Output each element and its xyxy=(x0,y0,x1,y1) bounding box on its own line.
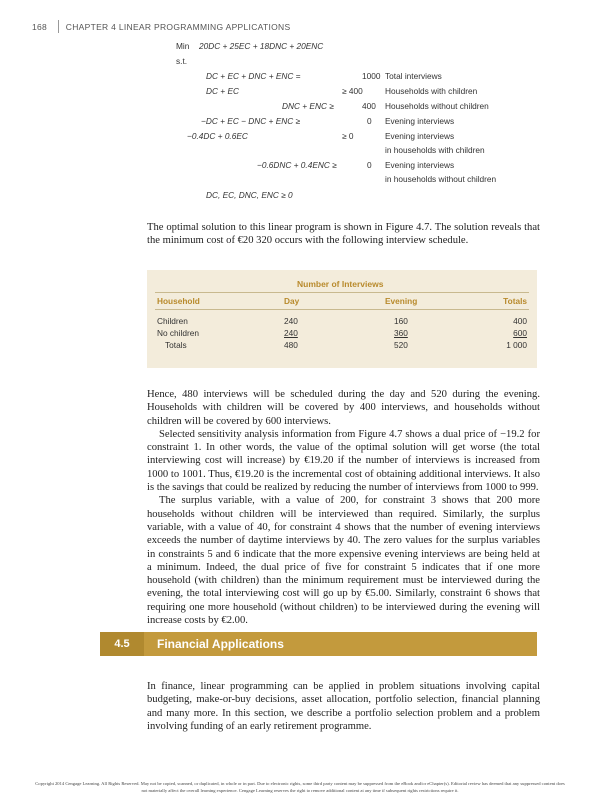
lp-desc-5: Evening interviews xyxy=(385,131,455,141)
lp-rhs-5: ≥ 0 xyxy=(342,131,354,141)
page-header xyxy=(32,22,290,32)
copyright-footer: Copyright 2014 Cengage Learning. All Rights Reserved. May not be copied, scanned, or duplicated, in whole or in part. Due to electronic rights, some third party content may be suppressed from the eBook and/or eChapter(s). Editorial review has deemed that any suppressed content does not materially affect the overall learning experience. Cengage Learning reserves the right to remove additional content at any time if subsequent rights restrictions require it. xyxy=(35,781,565,793)
table-cell: No children xyxy=(157,328,199,338)
table-cell: 160 xyxy=(394,316,408,326)
lp-constraint-2: DC + EC xyxy=(206,86,239,96)
chapter-title: CHAPTER 4 LINEAR PROGRAMMING APPLICATIONS xyxy=(65,22,291,32)
interview-schedule-table xyxy=(147,270,537,368)
lp-desc-2: Households with children xyxy=(385,86,478,96)
table-rule-mid xyxy=(155,309,529,310)
lp-rhs-1: 1000 xyxy=(362,71,381,81)
body-text xyxy=(147,388,540,627)
intro-paragraph: The optimal solution to this linear program is shown in Figure 4.7. The solution reveals that the minimum cost of €20 320 occurs with the following interview schedule. xyxy=(147,222,540,247)
table-cell: Totals xyxy=(165,340,187,350)
section-banner xyxy=(100,632,537,656)
body-paragraph-1: Hence, 480 interviews will be scheduled during the day and 520 during the evening. Households with children will be covered by 400 interviews, and households without children will be covered by 600 interviews. xyxy=(147,389,540,427)
section-title: Financial Applications xyxy=(157,637,284,651)
col-totals: Totals xyxy=(503,296,527,306)
col-evening: Evening xyxy=(385,296,418,306)
table-cell: 480 xyxy=(284,340,298,350)
table-cell: 240 xyxy=(284,316,298,326)
lp-desc-6: Evening interviews xyxy=(385,160,455,170)
table-cell: 600 xyxy=(513,328,527,338)
table-cell: 360 xyxy=(394,328,408,338)
body-paragraph-2: Selected sensitivity analysis information from Figure 4.7 shows a dual price of −19.2 for constraint 1. In other words, the value of the optimal solution will get worse (the total interviewing cost will increase) by €19.20 if the number of interviews is increased from 1000 to 1001. Thus, €19.20 is the incremental cost of obtaining additional interviews. It also is the savings that could be realized by reducing the number of interviews from 1000 to 999. xyxy=(147,428,540,494)
lp-objective: 20DC + 25EC + 18DNC + 20ENC xyxy=(199,41,324,51)
table-cell: 1 000 xyxy=(506,340,527,350)
lp-rhs-2: ≥ 400 xyxy=(342,86,363,96)
header-divider xyxy=(58,20,59,33)
lp-desc-1: Total interviews xyxy=(385,71,442,81)
table-group-header: Number of Interviews xyxy=(297,279,384,289)
lp-desc-5b: in households with children xyxy=(385,145,485,155)
lp-desc-3: Households without children xyxy=(385,101,489,111)
page-number: 168 xyxy=(32,22,48,32)
section-number: 4.5 xyxy=(100,632,144,656)
lp-constraint-5: −0.4DC + 0.6EC xyxy=(187,131,248,141)
lp-objective-label: Min xyxy=(176,41,190,51)
table-rule-top xyxy=(155,292,529,293)
lp-constraint-3: DNC + ENC ≥ xyxy=(282,101,334,111)
table-cell: 400 xyxy=(513,316,527,326)
section-paragraph: In finance, linear programming can be applied in problem situations involving capital budgeting, make-or-buy decisions, asset allocation, portfolio selection, financial planning and many more. In this section, we describe a portfolio selection problem and a problem involving funding of an early retirement programme. xyxy=(147,681,540,732)
lp-rhs-6: 0 xyxy=(367,160,372,170)
lp-st-label: s.t. xyxy=(176,56,188,66)
lp-constraint-1: DC + EC + DNC + ENC = xyxy=(206,71,301,81)
table-cell: 520 xyxy=(394,340,408,350)
col-day: Day xyxy=(284,296,300,306)
lp-constraint-6: −0.6DNC + 0.4ENC ≥ xyxy=(257,160,337,170)
lp-rhs-3: 400 xyxy=(362,101,376,111)
table-cell: 240 xyxy=(284,328,298,338)
lp-nonneg: DC, EC, DNC, ENC ≥ 0 xyxy=(206,190,293,200)
body-paragraph-3: The surplus variable, with a value of 200, for constraint 3 shows that 200 more households without children will be interviewed than required. Similarly, the surplus variable, with a value of 40, for constraint 4 shows that the number of evening interviews exceeds the number of daytime interviews by 40. The zero values for the surplus variables in constraints 5 and 6 indicate that the more expensive evening interviews are being held at a minimum. Indeed, the dual price of five for constraint 5 indicates that if one more household (with children) than the minimum requirement must be interviewed during the evening, the total interviewing cost will go up by €5.00. Similarly, constraint 6 shows that requiring one more household (without children) to be interviewed during the evening will increase costs by €2.00. xyxy=(147,495,540,627)
lp-constraint-4: −DC + EC − DNC + ENC ≥ xyxy=(201,116,301,126)
lp-desc-6b: in households without children xyxy=(385,174,497,184)
table-cell: Children xyxy=(157,316,188,326)
lp-rhs-4: 0 xyxy=(367,116,372,126)
lp-desc-4: Evening interviews xyxy=(385,116,455,126)
col-household: Household xyxy=(157,296,200,306)
